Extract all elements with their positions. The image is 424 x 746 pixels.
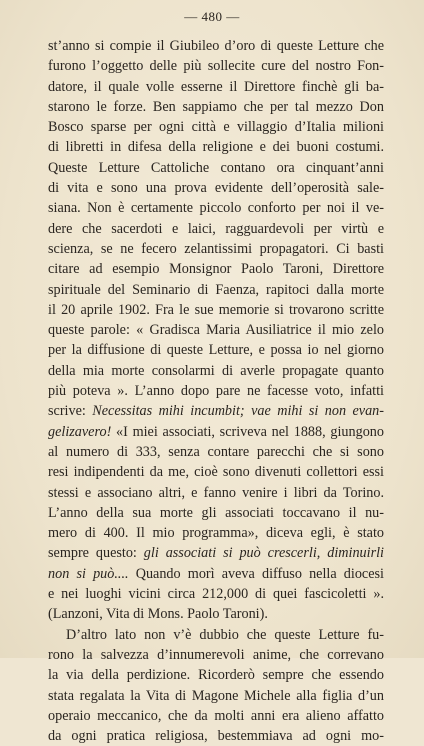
text-line: Queste Letture Cattoliche contano ora cinquant’anni — [48, 159, 384, 176]
text-segment: «I miei associati, scriveva nel 1888, giungono — [111, 423, 384, 440]
text-segment: sempre questo: — [48, 545, 144, 562]
page-number: — 480 — — [184, 9, 240, 24]
text-segment: scrive: — [48, 403, 93, 420]
text-line: rono la salvezza d’innumerevoli anime, che correvano — [48, 646, 384, 663]
text-line: furono l’oggetto delle più sollecite cure del nostro Fon- — [48, 58, 384, 75]
text-line: più poteva ». L’anno dopo pare ne facesse voto, infatti — [48, 383, 384, 400]
text-line: dere che sacerdoti e laici, ragguardevoli per virtù e — [48, 220, 384, 237]
italic-text-segment: gelizavero! — [48, 423, 112, 440]
text-line: di libretti in difesa della religione e dei buoni costumi. — [48, 139, 384, 156]
text-line: scienza, se ne fecero zelantissimi propagatori. Ci basti — [48, 240, 384, 257]
text-line — [48, 401, 384, 421]
text-line: al numero di 333, senza contare parecchi che si sono — [48, 443, 384, 460]
text-line — [48, 422, 384, 442]
text-line: D’altro lato non v’è dubbio che queste Letture fu- — [66, 626, 384, 643]
text-line: stessi e associano altri, e fanno venire i libri da Torino. — [48, 484, 384, 501]
text-line: il 20 aprile 1902. Fra le sue memorie si trovarono scritte — [48, 301, 384, 318]
text-line: stata regalata la Vita di Magone Michele alla figlia d’un — [48, 687, 384, 704]
text-line: Bosco sparse per ogni città e villaggio d’Italia milioni — [48, 119, 384, 136]
text-line — [48, 543, 384, 563]
italic-text-segment: Necessitas mihi incumbit; vae mihi si non evan- — [92, 403, 384, 420]
text-line: della mia morte consolarmi di averle propagate quanto — [48, 362, 384, 379]
text-line: datore, il quale volle esserne il Direttore finchè gli ba- — [48, 78, 384, 95]
text-line — [48, 564, 384, 584]
text-line: operaio meccanico, che da molti anni era alieno affatto — [48, 707, 384, 724]
text-line: resi indipendenti da me, cioè sono divenuti collettori essi — [48, 464, 384, 481]
body-text — [48, 36, 384, 746]
text-line: spirituale del Seminario di Faenza, rapitoci dalla morte — [48, 281, 384, 298]
text-segment: Quando morì aveva diffuso nella diocesi — [128, 565, 384, 582]
text-line: (Lanzoni, Vita di Mons. Paolo Taroni). — [48, 606, 268, 623]
text-line: L’anno della sua morte gli associati toccavano il nu- — [48, 504, 384, 521]
text-line: da ogni pratica religiosa, bestemmiava ad ogni mo- — [48, 728, 384, 745]
text-line: siana. Non è certamente piccolo conforto per noi il ve- — [48, 200, 384, 217]
text-line: citare ad esempio Monsignor Paolo Taroni, Direttore — [48, 261, 384, 278]
text-line: queste parole: « Gradisca Maria Ausiliatrice il mio zelo — [48, 322, 384, 339]
text-line: e nei luoghi vicini circa 212,000 di quei fascicoletti ». — [48, 586, 384, 603]
text-line: la via della perdizione. Ricorderò sempre che essendo — [48, 667, 384, 684]
text-line: starono le forze. Ben sappiamo che per tal mezzo Don — [48, 98, 384, 115]
italic-text-segment: non si può.... — [48, 565, 129, 582]
text-line: mero di 400. Il mio programma», diceva egli, è stato — [48, 525, 384, 542]
text-line: di vita e sono una prova evidente dell’operosità sale- — [48, 180, 384, 197]
text-line: per la diffusione di queste Letture, e possa io nel giorno — [48, 342, 384, 359]
italic-text-segment: gli associati si può crescerli, diminuirli — [143, 545, 384, 562]
text-line: st’anno si compie il Giubileo d’oro di queste Letture che — [48, 38, 384, 54]
